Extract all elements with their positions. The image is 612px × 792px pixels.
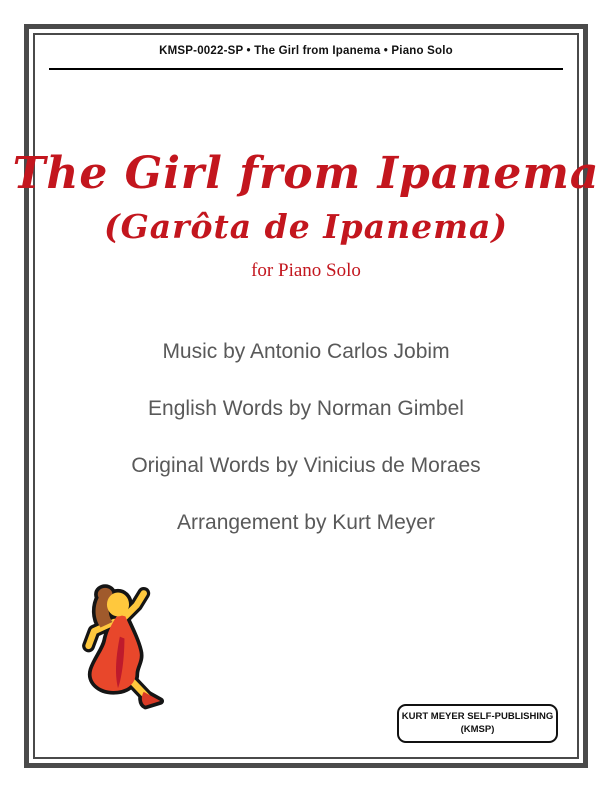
credit-english-words: English Words by Norman Gimbel <box>148 397 464 420</box>
credit-arrangement: Arrangement by Kurt Meyer <box>177 511 435 534</box>
credit-music: Music by Antonio Carlos Jobim <box>162 340 450 363</box>
publisher-abbreviation: (KMSP) <box>460 723 495 735</box>
publisher-name: KURT MEYER SELF-PUBLISHING <box>401 711 554 722</box>
header-divider-rule <box>49 68 563 70</box>
page-subtitle: for Piano Solo <box>251 260 361 281</box>
credit-original-words: Original Words by Vinicius de Moraes <box>131 454 481 477</box>
page-title: The Girl from Ipanema <box>12 148 600 199</box>
running-header: KMSP-0022-SP • The Girl from Ipanema • Piano Solo <box>159 45 453 57</box>
page-title-alternate: (Garôta de Ipanema) <box>103 207 509 246</box>
publisher-box <box>397 704 558 743</box>
woman-dancing-icon <box>72 582 164 718</box>
